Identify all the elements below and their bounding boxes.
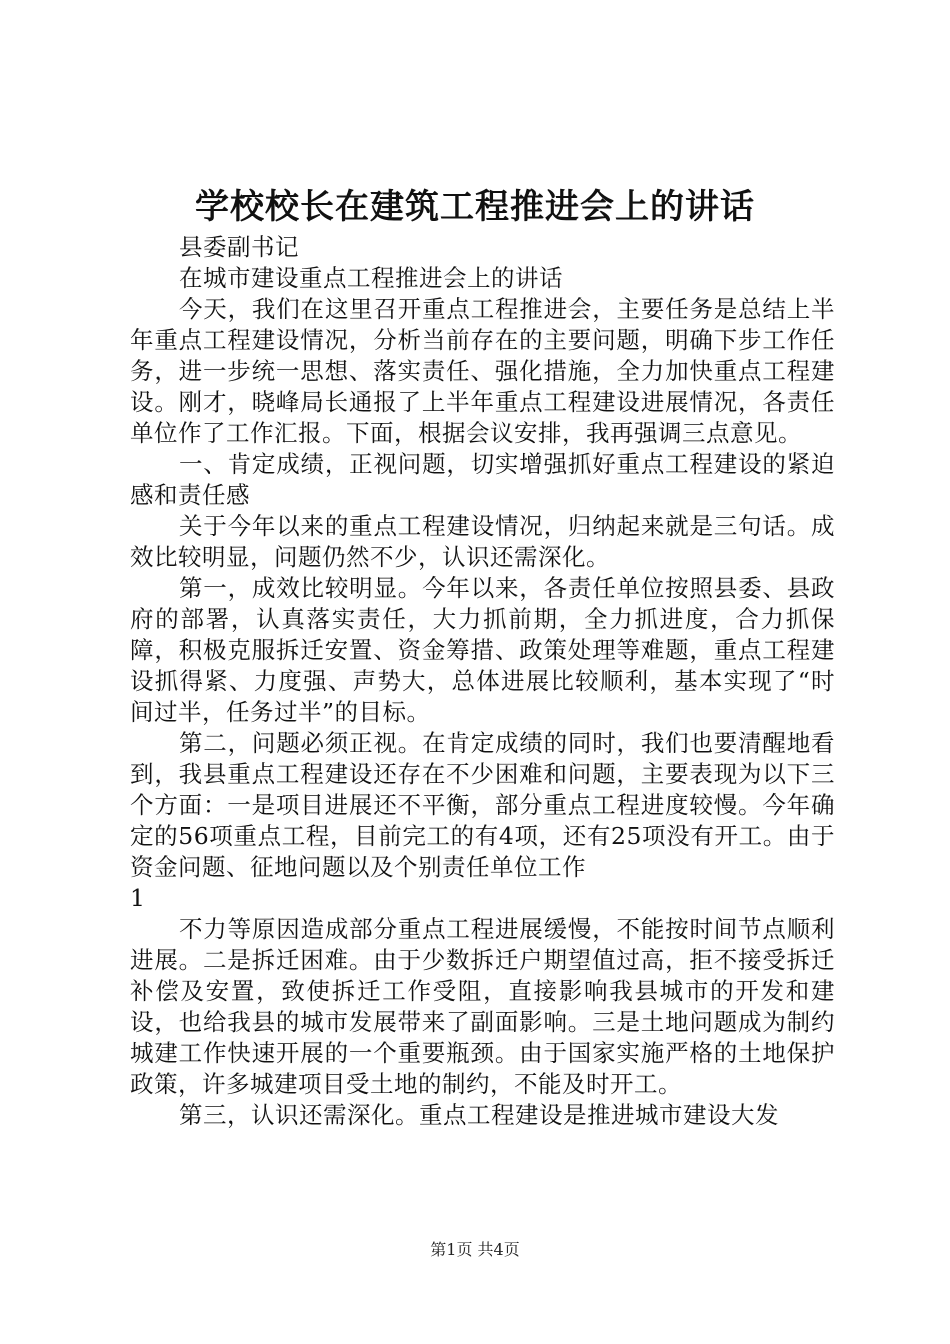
body-paragraph: 第三，认识还需深化。重点工程建设是推进城市建设大发 (179, 1101, 779, 1129)
speech-subtitle: 在城市建设重点工程推进会上的讲话 (179, 264, 563, 292)
page-footer: 第1页 共4页 (430, 1240, 520, 1259)
speaker-line: 县委副书记 (179, 233, 299, 261)
body-paragraph: 第二，问题必须正视。在肯定成绩的同时，我们也要清醒地看到，我县重点工程建设还存在不少困难和问题，主要表现为以下三个方面：一是项目进展还不平衡，部分重点工程进度较慢。今年确定的56项重点工程，目前完工的有4项，还有25项没有开工。由于资金问题、征地问题以及个别责任单位工作 (130, 729, 835, 881)
section-heading: 一、肯定成绩，正视问题，切实增强抓好重点工程建设的紧迫感和责任感 (130, 450, 835, 509)
document-body (130, 232, 835, 1131)
document-title: 学校校长在建筑工程推进会上的讲话 (195, 187, 755, 227)
inline-page-number: 1 (130, 884, 146, 912)
body-paragraph: 今天，我们在这里召开重点工程推进会，主要任务是总结上半年重点工程建设情况，分析当前存在的主要问题，明确下步工作任务，进一步统一思想、落实责任、强化措施，全力加快重点工程建设。刚才，晓峰局长通报了上半年重点工程建设进展情况，各责任单位作了工作汇报。下面，根据会议安排，我再强调三点意见。 (130, 295, 835, 447)
body-paragraph: 关于今年以来的重点工程建设情况，归纳起来就是三句话。成效比较明显，问题仍然不少，认识还需深化。 (130, 512, 835, 571)
body-paragraph: 不力等原因造成部分重点工程进展缓慢，不能按时间节点顺利进展。二是拆迁困难。由于少数拆迁户期望值过高，拒不接受拆迁补偿及安置，致使拆迁工作受阻，直接影响我县城市的开发和建设，也给我县的城市发展带来了副面影响。三是土地问题成为制约城建工作快速开展的一个重要瓶颈。由于国家实施严格的土地保护政策，许多城建项目受土地的制约，不能及时开工。 (130, 915, 835, 1098)
body-paragraph: 第一，成效比较明显。今年以来，各责任单位按照县委、县政府的部署，认真落实责任，大力抓前期，全力抓进度，合力抓保障，积极克服拆迁安置、资金筹措、政策处理等难题，重点工程建设抓得紧、力度强、声势大，总体进展比较顺利，基本实现了“时间过半，任务过半”的目标。 (130, 574, 835, 726)
